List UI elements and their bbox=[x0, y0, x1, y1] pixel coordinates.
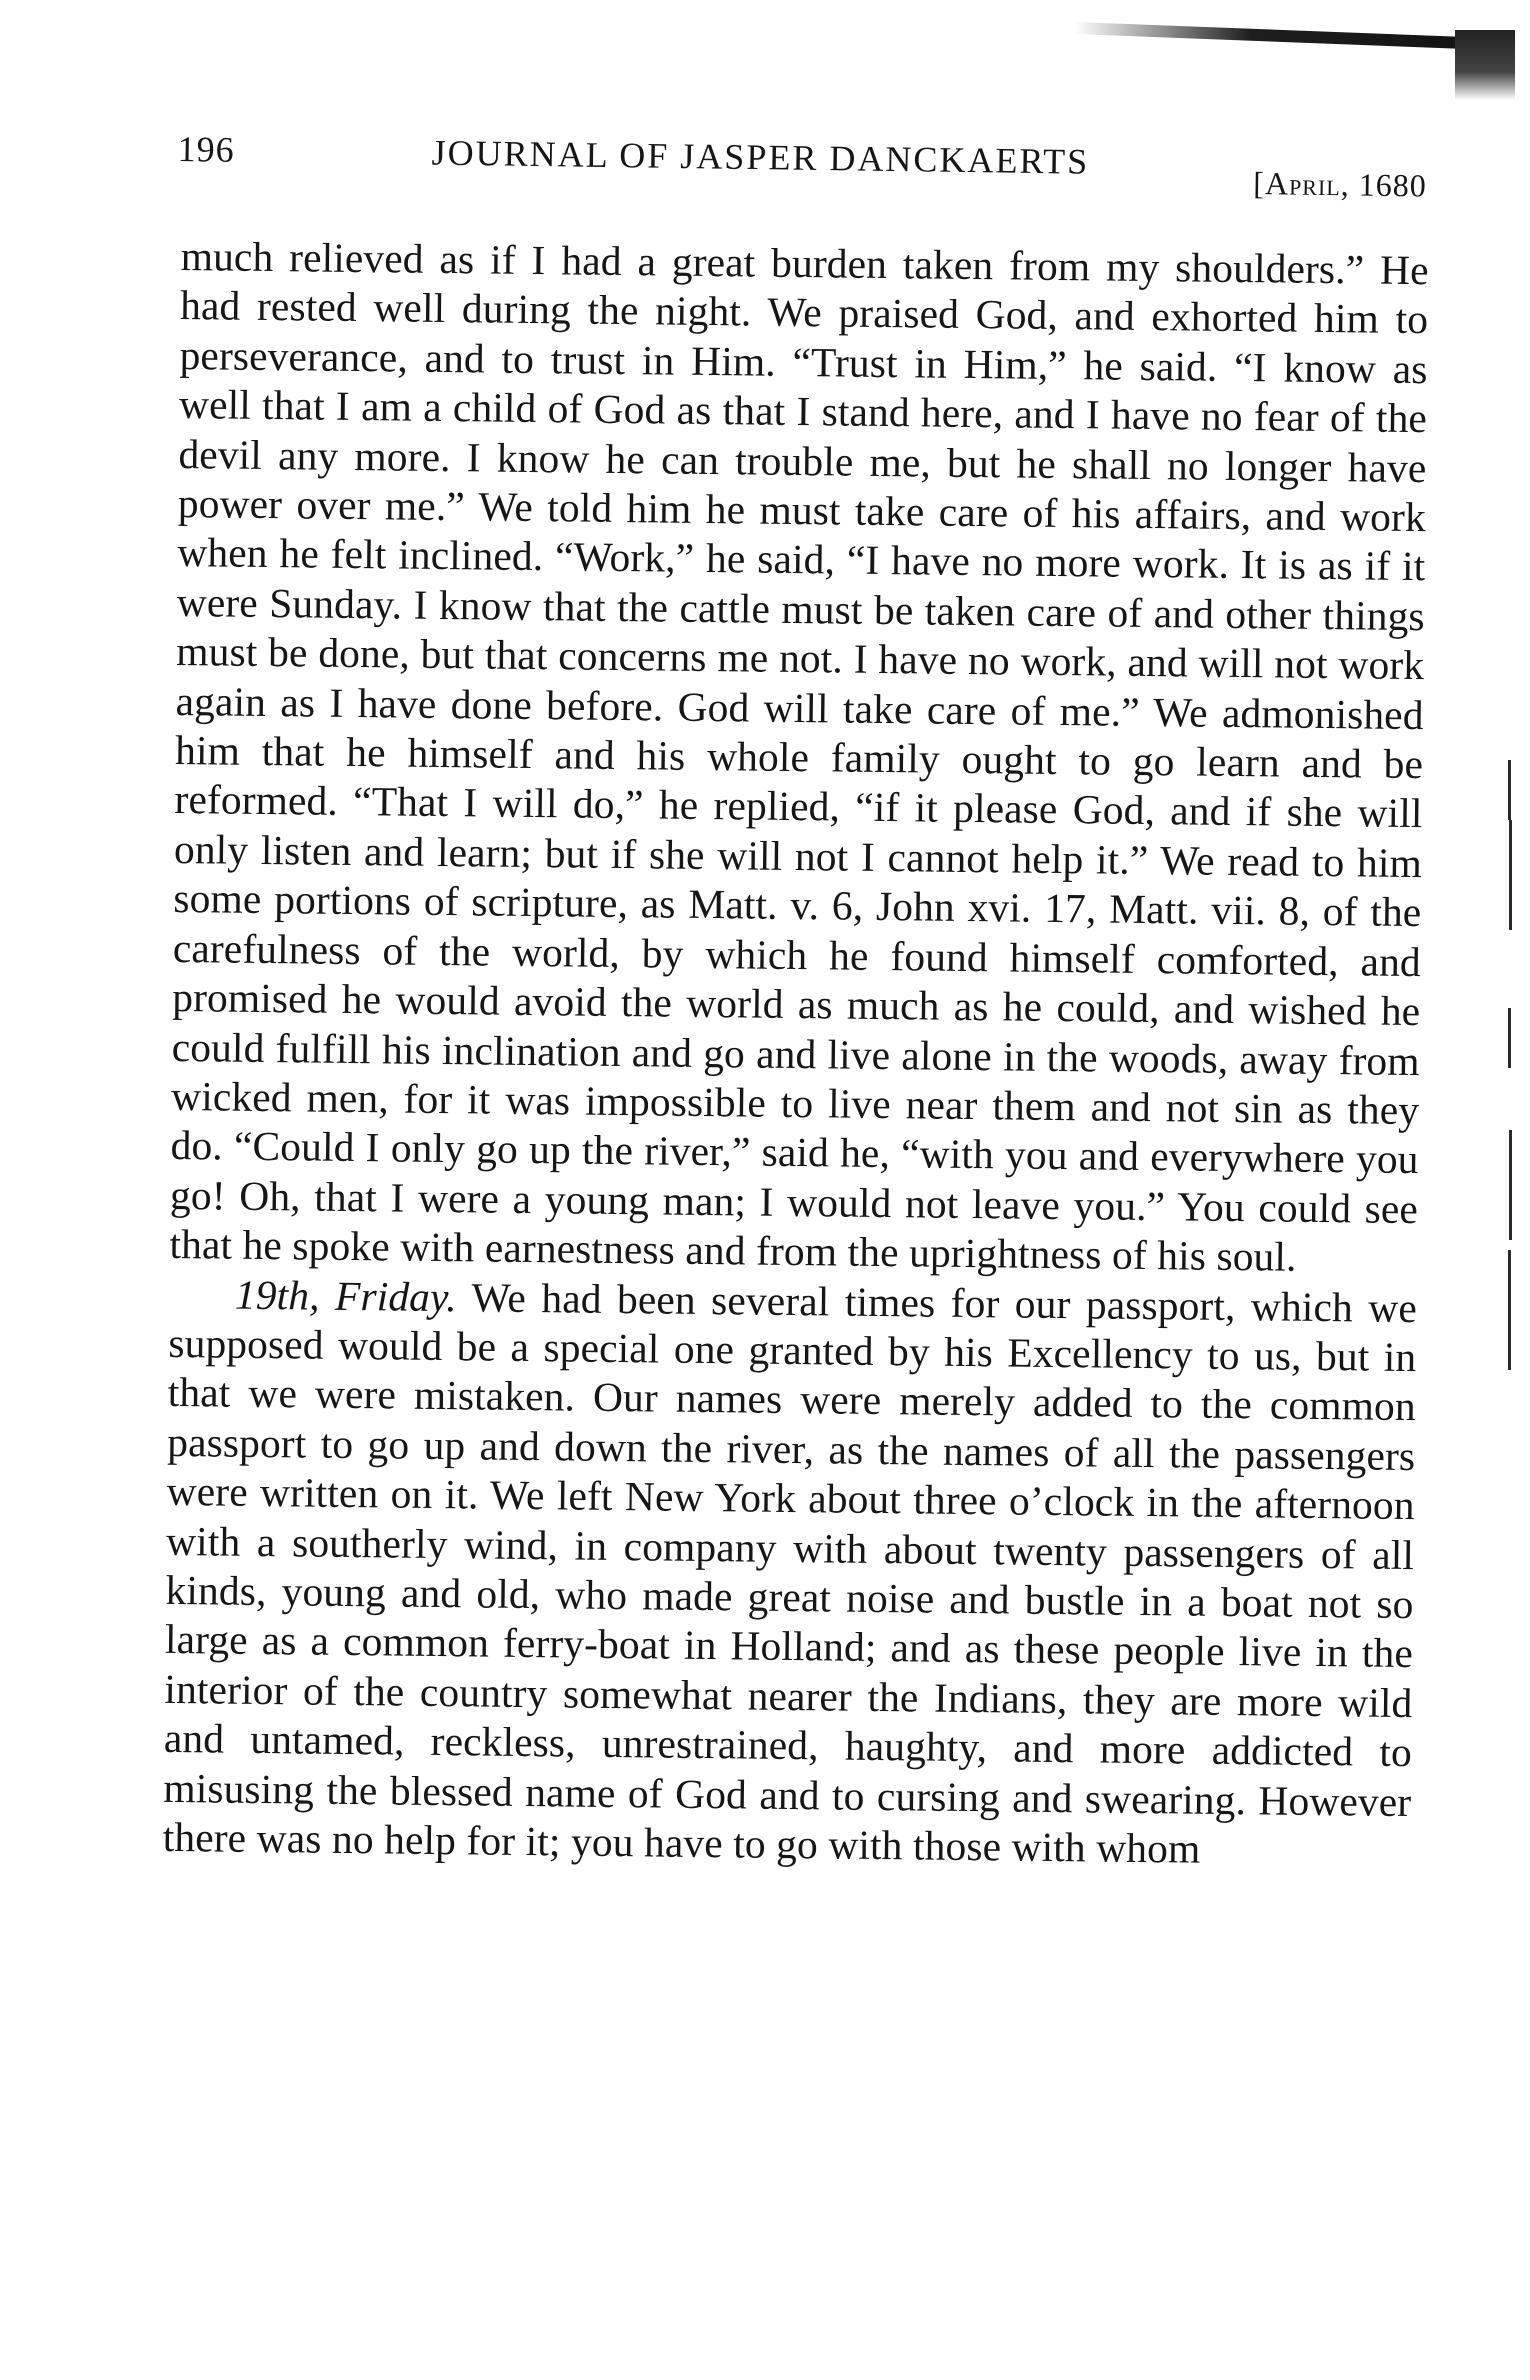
page-number: 196 bbox=[177, 128, 235, 170]
running-header bbox=[177, 128, 1478, 226]
body-text bbox=[163, 232, 1429, 1876]
paragraph-2-text: We had been several times for our passport, which we supposed would be a special one granted by his Excellency to us, but in that we were mistaken. Our names were merely added to the common passport to go up and down the river, as the names of all the passengers were written on it. We left New York about three o’clock in the afternoon with a southerly wind, in company with about twenty passengers of all kinds, young and old, who made great noise and bustle in a boat not so large as a common ferry-boat in Holland; and as these people live in the interior of the country somewhat nearer the Indians, they are more wild and untamed, reckless, unrestrained, haughty, and more addicted to misusing the blessed name of God and to cursing and swearing. However there was no help for it; you have to go with those with whom bbox=[162, 1273, 1418, 1872]
scan-corner-shadow bbox=[1455, 30, 1515, 100]
paragraph-2 bbox=[163, 1269, 1418, 1876]
scan-page-edge-shadow bbox=[1075, 22, 1515, 51]
paragraph-1: much relieved as if I had a great burden taken from my shoulders.” He had rested well during the night. We praised God, and exhorted him to perseverance, and to trust in Him. “Trust in Him,” he said. “I know as well that I am a child of God as that I stand here, and I have no fear of the devil any more. I know he can trouble me, but he shall no longer have power over me.” We told him he must take care of his affairs, and work when he felt inclined. “Work,” he said, “I have no more work. It is as if it were Sunday. I know that the cattle must be taken care of and other things must be done, but that concerns me not. I have no work, and will not work again as I have done before. God will take care of me.” We admonished him that he himself and his whole family ought to go learn and be reformed. “That I will do,” he replied, “if it please God, and if she will only listen and learn; but if she will not I cannot help it.” We read to him some portions of scripture, as Matt. v. 6, John xvi. 17, Matt. vii. 8, of the carefulness of the world, by which he found himself comforted, and promised he would avoid the world as much as he could, and wished he could fulfill his inclination and go and live alone in the woods, away from wicked men, for it was impossible to live near them and not sin as they do. “Could I only go up the river,” said he, “with you and everywhere you go! Oh, that I were a young man; I would not leave you.” You could see that he spoke with earnestness and from the uprightness of his soul. bbox=[169, 232, 1429, 1280]
scan-margin-marks bbox=[1508, 0, 1516, 2380]
running-title: JOURNAL OF JASPER DANCKAERTS bbox=[431, 132, 1090, 182]
running-date: [April, 1680 bbox=[1253, 165, 1428, 204]
paragraph-2-date: 19th, Friday. bbox=[234, 1271, 458, 1320]
